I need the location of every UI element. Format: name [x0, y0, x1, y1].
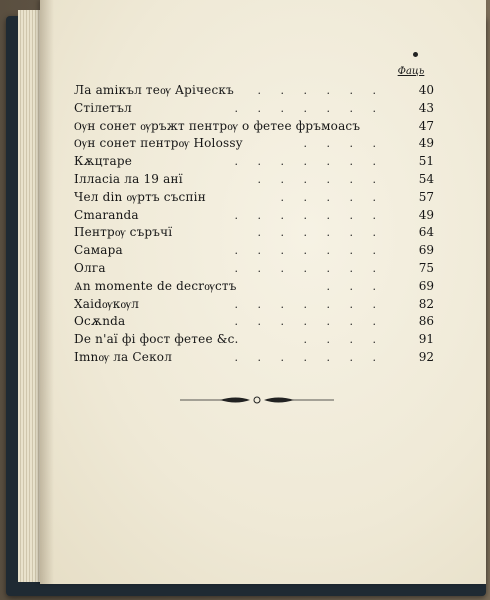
toc-entry-page: 49	[418, 207, 434, 222]
toc-entry	[74, 260, 434, 278]
toc-entry-page: 54	[418, 171, 434, 186]
toc-entry-title: Хaidѹкѹл	[74, 296, 140, 311]
toc-entry-title: Чел din ѹртъ съспiн	[74, 189, 206, 204]
toc-entry-page: 49	[418, 136, 434, 151]
leader-dots: . . . . . .	[257, 84, 384, 97]
toc-entry-page: 47	[418, 118, 434, 133]
leader-dots: . . .	[326, 279, 384, 293]
leader-dots: . . . . . .	[257, 226, 384, 240]
leader-dots: . . . . . . .	[234, 297, 384, 311]
toc-entry-page: 57	[418, 189, 434, 204]
toc-entry	[74, 224, 434, 242]
gutter-shadow	[40, 0, 54, 584]
page-mark	[413, 52, 418, 57]
leader-dots: . . . . . . .	[234, 208, 384, 222]
leader-dots: . . . . . . .	[234, 155, 384, 169]
toc-entry-title: Ѹн сонет пентрѹ Holossy	[74, 136, 243, 151]
toc-entry	[74, 82, 434, 100]
toc-entry	[74, 189, 434, 207]
toc-entry-title: Самара	[74, 243, 123, 258]
toc-entry-title: De n'aї фi фост фетее &c.	[74, 332, 239, 347]
toc-entry-page: 92	[418, 349, 434, 364]
toc-entry-page: 43	[418, 100, 434, 115]
toc-entry-page: 69	[418, 278, 434, 293]
toc-entry-title: Ѧn momente de decrѹстъ	[74, 278, 237, 293]
toc-entry-title: Олга	[74, 260, 106, 275]
toc-entry-page: 86	[418, 314, 434, 329]
leader-dots: . . . . . . .	[234, 261, 384, 275]
toc-entry-page: 40	[418, 83, 434, 97]
toc-entry	[74, 313, 434, 331]
leader-dots: . . . .	[303, 333, 384, 347]
toc-entry-title: Ѹн сонет ѹръжт пентрѹ о фетее фръмоасъ	[74, 118, 361, 133]
page-column-header: Фаць	[397, 66, 425, 77]
toc-entry-page: 64	[418, 225, 434, 240]
toc-entry	[74, 349, 434, 367]
toc-entry-title: Осѫnda	[74, 314, 126, 329]
toc-entry-title: Сmaranda	[74, 207, 139, 222]
toc-entry-page: 69	[418, 243, 434, 258]
toc-entry	[74, 207, 434, 225]
toc-entry-page: 75	[418, 260, 434, 275]
toc-entry	[74, 331, 434, 349]
toc-entry-title: Кѫцтаре	[74, 154, 133, 169]
toc-entry-page: 82	[418, 296, 434, 311]
leader-dots: . . . . . . .	[234, 350, 384, 364]
toc-entry-title: Ла аmiкъл теѹ Арiческъ	[74, 83, 234, 97]
toc-entry-title: Стiлетъл	[74, 100, 132, 115]
toc-entry-page: 91	[418, 332, 434, 347]
toc-entry-title: Iлласia ла 19 анї	[74, 171, 183, 186]
toc-entry-title: Imnѹ ла Секол	[74, 349, 173, 364]
toc-entry	[74, 153, 434, 171]
toc-entry	[74, 296, 434, 314]
toc-entry	[74, 135, 434, 153]
toc-entry	[74, 118, 434, 136]
toc-entry	[74, 242, 434, 260]
toc-entry	[74, 278, 434, 296]
decorative-rule-ornament	[180, 392, 334, 408]
table-of-contents	[74, 82, 434, 367]
toc-entry	[74, 171, 434, 189]
leader-dots: . . . . .	[280, 190, 384, 204]
toc-entry-title: Пентрѹ съръчї	[74, 225, 173, 240]
toc-entry-page: 51	[418, 154, 434, 169]
leader-dots: . . . . . . .	[234, 315, 384, 329]
leader-dots: . . . . . . .	[234, 101, 384, 115]
leader-dots: . . . .	[303, 137, 384, 151]
toc-entry	[74, 100, 434, 118]
leader-dots: . . . . . .	[257, 172, 384, 186]
leader-dots: . . . . . . .	[234, 244, 384, 258]
